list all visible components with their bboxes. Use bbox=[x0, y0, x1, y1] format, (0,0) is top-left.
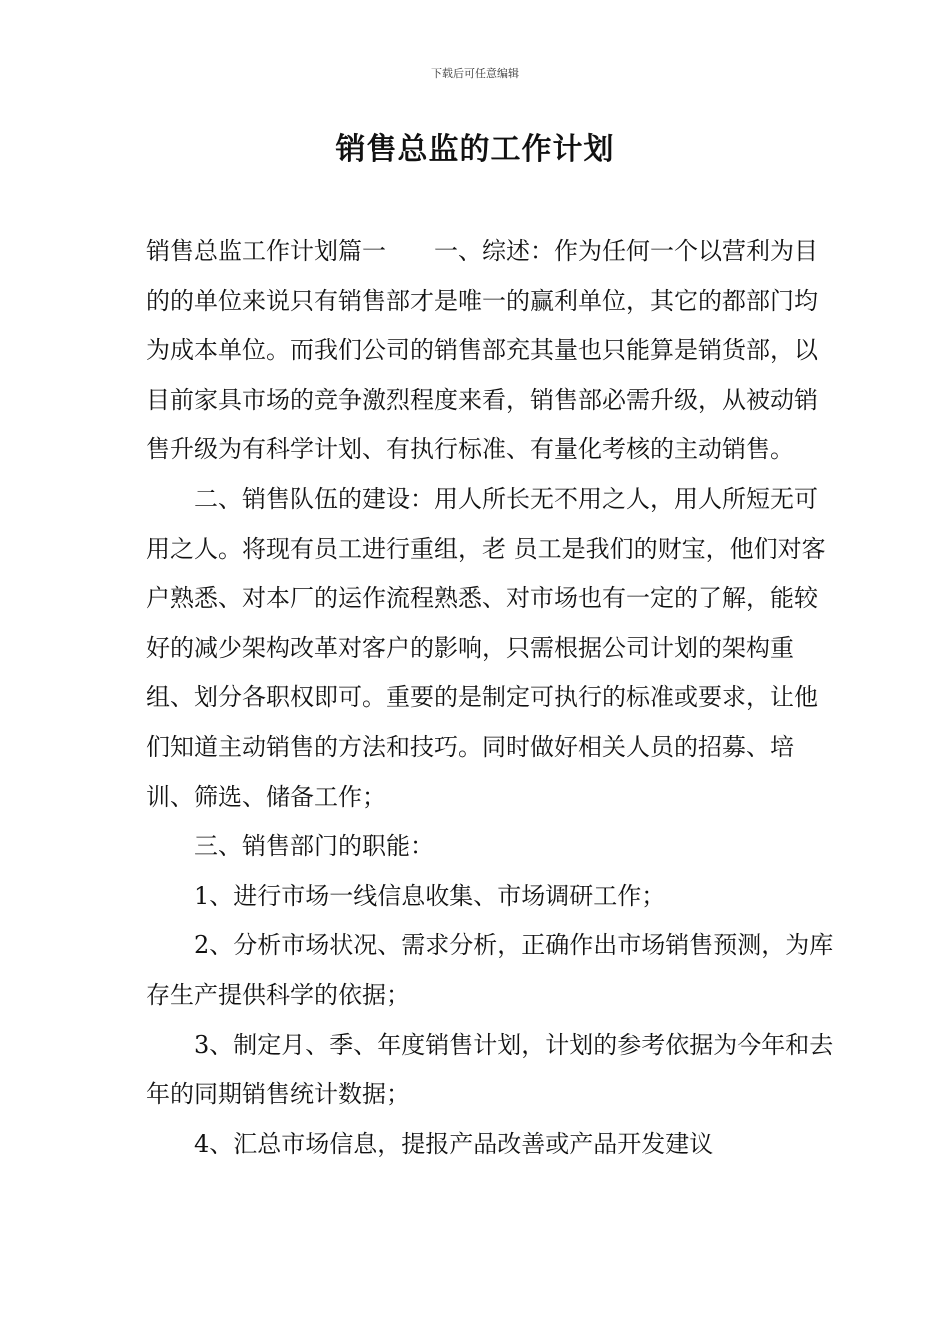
paragraph-sales-team: 二、销售队伍的建设：用人所长无不用之人，用人所短无可用之人。将现有员工进行重组，老 员工是我们的财宝，他们对客户熟悉、对本厂的运作流程熟悉、对市场也有一定的了解，能较好的减少架构改革对客户的影响，只需根据公司计划的架构重组、划分各职权即可。重要的是制定可执行的标准或要求，让他们知道主动销售的方法和技巧。同时做好相关人员的招募、培训、筛选、储备工作； bbox=[146, 484, 826, 811]
paragraph-function-2: 2、分析市场状况、需求分析，正确作出市场销售预测，为库存生产提供科学的依据； bbox=[146, 931, 834, 1009]
paragraph-overview: 销售总监工作计划篇一 一、综述：作为任何一个以营利为目的的单位来说只有销售部才是唯一的赢利单位，其它的都部门均为成本单位。而我们公司的销售部充其量也只能算是销货部，以目前家具市场的竞争激烈程度来看，销售部必需升级，从被动销售升级为有科学计划、有执行标准、有量化考核的主动销售。 bbox=[146, 237, 818, 464]
paragraph-function-3: 3、制定月、季、年度销售计划，计划的参考依据为今年和去年的同期销售统计数据； bbox=[146, 1030, 834, 1109]
paragraph-function-4: 4、汇总市场信息，提报产品改善或产品开发建议 bbox=[194, 1129, 714, 1158]
header-note: 下载后可任意编辑 bbox=[431, 67, 519, 80]
document-body bbox=[146, 227, 836, 1169]
paragraph-functions-heading: 三、销售部门的职能： bbox=[194, 832, 434, 861]
document-title: 销售总监的工作计划 bbox=[335, 132, 615, 167]
paragraph-function-1: 1、进行市场一线信息收集、市场调研工作； bbox=[194, 881, 666, 910]
